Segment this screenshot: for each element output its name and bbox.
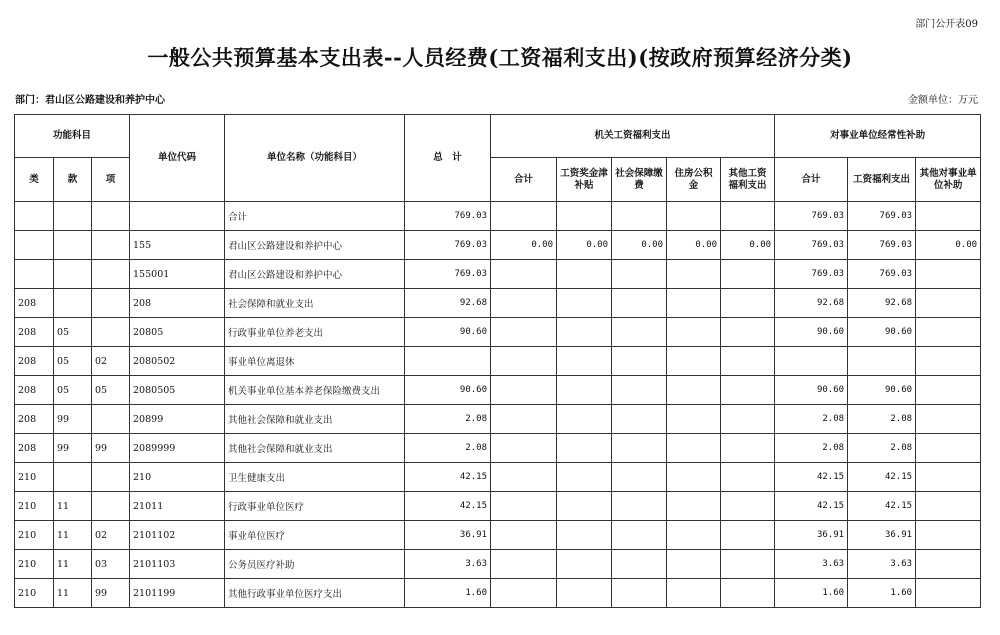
cell-lei: 208	[15, 376, 54, 405]
cell-agency-social	[612, 260, 667, 289]
cell-kuan: 11	[54, 550, 92, 579]
header-agency-bonus: 工资奖金津补贴	[557, 158, 612, 202]
cell-agency-bonus	[557, 260, 612, 289]
cell-agency-social	[612, 434, 667, 463]
cell-institution-sum	[775, 347, 848, 376]
cell-unit-code: 210	[130, 463, 225, 492]
cell-kuan: 11	[54, 579, 92, 608]
cell-lei: 210	[15, 492, 54, 521]
cell-kuan: 11	[54, 521, 92, 550]
cell-kuan	[54, 463, 92, 492]
cell-unit-name: 事业单位离退休	[225, 347, 405, 376]
cell-agency-sum	[491, 318, 557, 347]
cell-unit-code	[130, 202, 225, 231]
cell-kuan	[54, 260, 92, 289]
table-row	[15, 231, 981, 260]
cell-institution-welfare: 2.08	[848, 434, 916, 463]
cell-agency-social	[612, 463, 667, 492]
cell-total: 769.03	[405, 260, 491, 289]
header-agency-other: 其他工资福利支出	[721, 158, 775, 202]
cell-institution-other	[916, 318, 981, 347]
cell-agency-housing	[667, 318, 721, 347]
cell-agency-social	[612, 289, 667, 318]
cell-agency-housing: 0.00	[667, 231, 721, 260]
table-row	[15, 463, 981, 492]
cell-agency-bonus	[557, 202, 612, 231]
header-func-subject: 功能科目	[15, 115, 130, 158]
cell-institution-other	[916, 579, 981, 608]
budget-table	[14, 114, 981, 608]
cell-xiang: 02	[92, 347, 130, 376]
cell-institution-other	[916, 405, 981, 434]
cell-unit-code: 2080502	[130, 347, 225, 376]
cell-agency-housing	[667, 492, 721, 521]
cell-agency-social	[612, 521, 667, 550]
table-row	[15, 260, 981, 289]
cell-lei: 208	[15, 289, 54, 318]
cell-xiang	[92, 260, 130, 289]
header-agency-social: 社会保障缴费	[612, 158, 667, 202]
cell-agency-bonus	[557, 289, 612, 318]
cell-institution-welfare	[848, 347, 916, 376]
cell-agency-sum	[491, 550, 557, 579]
cell-xiang	[92, 231, 130, 260]
cell-institution-sum: 2.08	[775, 405, 848, 434]
cell-institution-sum: 90.60	[775, 376, 848, 405]
cell-xiang	[92, 318, 130, 347]
cell-agency-other: 0.00	[721, 231, 775, 260]
cell-agency-housing	[667, 579, 721, 608]
cell-institution-welfare: 42.15	[848, 492, 916, 521]
cell-xiang: 05	[92, 376, 130, 405]
table-row	[15, 289, 981, 318]
table-header	[15, 115, 981, 202]
cell-institution-other	[916, 347, 981, 376]
cell-agency-social: 0.00	[612, 231, 667, 260]
header-institution-group: 对事业单位经常性补助	[775, 115, 981, 158]
cell-total: 769.03	[405, 202, 491, 231]
cell-unit-code: 2101103	[130, 550, 225, 579]
cell-agency-sum	[491, 434, 557, 463]
cell-agency-other	[721, 376, 775, 405]
cell-lei	[15, 202, 54, 231]
cell-agency-housing	[667, 434, 721, 463]
cell-agency-housing	[667, 463, 721, 492]
cell-unit-name: 君山区公路建设和养护中心	[225, 260, 405, 289]
cell-agency-other	[721, 550, 775, 579]
cell-unit-name: 君山区公路建设和养护中心	[225, 231, 405, 260]
table-row	[15, 521, 981, 550]
cell-kuan: 05	[54, 318, 92, 347]
cell-unit-name: 事业单位医疗	[225, 521, 405, 550]
cell-unit-code: 20805	[130, 318, 225, 347]
cell-total: 90.60	[405, 376, 491, 405]
cell-agency-other	[721, 521, 775, 550]
cell-kuan	[54, 289, 92, 318]
cell-agency-sum	[491, 579, 557, 608]
cell-xiang: 99	[92, 434, 130, 463]
cell-agency-housing	[667, 347, 721, 376]
cell-agency-sum	[491, 492, 557, 521]
header-kuan: 款	[54, 158, 92, 202]
cell-institution-other	[916, 521, 981, 550]
cell-institution-other	[916, 289, 981, 318]
cell-agency-sum	[491, 521, 557, 550]
cell-total: 36.91	[405, 521, 491, 550]
cell-kuan: 11	[54, 492, 92, 521]
cell-institution-other	[916, 434, 981, 463]
cell-institution-other	[916, 260, 981, 289]
cell-agency-social	[612, 550, 667, 579]
cell-agency-sum	[491, 405, 557, 434]
cell-agency-bonus: 0.00	[557, 231, 612, 260]
cell-kuan: 05	[54, 347, 92, 376]
cell-unit-code: 208	[130, 289, 225, 318]
header-unit-name: 单位名称（功能科目）	[225, 115, 405, 202]
cell-agency-bonus	[557, 492, 612, 521]
table-row	[15, 550, 981, 579]
cell-total: 42.15	[405, 492, 491, 521]
cell-agency-social	[612, 318, 667, 347]
cell-institution-other	[916, 202, 981, 231]
cell-lei: 210	[15, 521, 54, 550]
cell-total	[405, 347, 491, 376]
cell-total: 90.60	[405, 318, 491, 347]
cell-unit-code: 21011	[130, 492, 225, 521]
cell-agency-other	[721, 434, 775, 463]
cell-unit-code: 2089999	[130, 434, 225, 463]
cell-agency-bonus	[557, 347, 612, 376]
cell-xiang	[92, 492, 130, 521]
cell-institution-sum: 92.68	[775, 289, 848, 318]
cell-agency-sum	[491, 376, 557, 405]
cell-institution-welfare: 1.60	[848, 579, 916, 608]
cell-total: 42.15	[405, 463, 491, 492]
cell-agency-housing	[667, 202, 721, 231]
cell-agency-other	[721, 289, 775, 318]
cell-total: 2.08	[405, 434, 491, 463]
cell-agency-other	[721, 405, 775, 434]
cell-lei	[15, 260, 54, 289]
cell-agency-social	[612, 347, 667, 376]
page-title: 一般公共预算基本支出表--人员经费(工资福利支出)(按政府预算经济分类)	[147, 45, 853, 70]
cell-agency-housing	[667, 405, 721, 434]
cell-lei: 210	[15, 579, 54, 608]
cell-unit-name: 其他社会保障和就业支出	[225, 434, 405, 463]
table-number-label: 部门公开表09	[915, 19, 978, 30]
cell-institution-sum: 90.60	[775, 318, 848, 347]
cell-agency-housing	[667, 289, 721, 318]
cell-agency-other	[721, 492, 775, 521]
cell-agency-sum	[491, 289, 557, 318]
cell-lei: 210	[15, 463, 54, 492]
cell-kuan	[54, 202, 92, 231]
cell-institution-other: 0.00	[916, 231, 981, 260]
cell-lei: 210	[15, 550, 54, 579]
table-row	[15, 405, 981, 434]
cell-lei: 208	[15, 405, 54, 434]
cell-institution-sum: 36.91	[775, 521, 848, 550]
cell-lei: 208	[15, 434, 54, 463]
header-agency-group: 机关工资福利支出	[491, 115, 775, 158]
cell-unit-name: 行政事业单位医疗	[225, 492, 405, 521]
cell-agency-bonus	[557, 463, 612, 492]
cell-institution-welfare: 769.03	[848, 202, 916, 231]
table-row	[15, 579, 981, 608]
cell-agency-social	[612, 492, 667, 521]
cell-institution-welfare: 42.15	[848, 463, 916, 492]
cell-xiang: 03	[92, 550, 130, 579]
cell-unit-name: 机关事业单位基本养老保险缴费支出	[225, 376, 405, 405]
cell-institution-other	[916, 550, 981, 579]
cell-total: 769.03	[405, 231, 491, 260]
cell-agency-housing	[667, 260, 721, 289]
cell-institution-other	[916, 492, 981, 521]
cell-institution-sum: 3.63	[775, 550, 848, 579]
cell-institution-sum: 769.03	[775, 260, 848, 289]
cell-agency-sum	[491, 347, 557, 376]
header-lei: 类	[15, 158, 54, 202]
cell-total: 1.60	[405, 579, 491, 608]
cell-kuan	[54, 231, 92, 260]
cell-total: 2.08	[405, 405, 491, 434]
cell-institution-sum: 769.03	[775, 202, 848, 231]
cell-unit-name: 行政事业单位养老支出	[225, 318, 405, 347]
cell-xiang	[92, 289, 130, 318]
cell-agency-social	[612, 376, 667, 405]
cell-unit-name: 合计	[225, 202, 405, 231]
cell-xiang	[92, 405, 130, 434]
cell-agency-sum	[491, 463, 557, 492]
cell-agency-bonus	[557, 318, 612, 347]
cell-unit-code: 2101102	[130, 521, 225, 550]
table-row	[15, 434, 981, 463]
department-label: 部门：君山区公路建设和养护中心	[15, 95, 165, 106]
cell-unit-code: 20899	[130, 405, 225, 434]
cell-agency-bonus	[557, 405, 612, 434]
cell-unit-name: 其他社会保障和就业支出	[225, 405, 405, 434]
table-row	[15, 202, 981, 231]
cell-xiang: 02	[92, 521, 130, 550]
cell-institution-welfare: 3.63	[848, 550, 916, 579]
cell-agency-housing	[667, 521, 721, 550]
cell-unit-code: 155001	[130, 260, 225, 289]
cell-agency-social	[612, 202, 667, 231]
cell-agency-housing	[667, 550, 721, 579]
cell-kuan: 99	[54, 405, 92, 434]
table-row	[15, 492, 981, 521]
cell-unit-name: 社会保障和就业支出	[225, 289, 405, 318]
header-institution-other: 其他对事业单位补助	[916, 158, 981, 202]
cell-institution-sum: 769.03	[775, 231, 848, 260]
cell-agency-bonus	[557, 376, 612, 405]
cell-agency-social	[612, 579, 667, 608]
cell-agency-other	[721, 260, 775, 289]
cell-lei: 208	[15, 318, 54, 347]
cell-agency-other	[721, 347, 775, 376]
cell-kuan: 99	[54, 434, 92, 463]
cell-institution-sum: 1.60	[775, 579, 848, 608]
unit-label: 金额单位：万元	[908, 95, 978, 106]
cell-agency-sum	[491, 260, 557, 289]
cell-institution-sum: 42.15	[775, 463, 848, 492]
cell-agency-sum: 0.00	[491, 231, 557, 260]
cell-agency-other	[721, 202, 775, 231]
cell-total: 3.63	[405, 550, 491, 579]
header-unit-code: 单位代码	[130, 115, 225, 202]
cell-unit-code: 155	[130, 231, 225, 260]
header-institution-welfare: 工资福利支出	[848, 158, 916, 202]
header-total: 总 计	[405, 115, 491, 202]
cell-institution-welfare: 92.68	[848, 289, 916, 318]
cell-total: 92.68	[405, 289, 491, 318]
header-institution-sum: 合计	[775, 158, 848, 202]
cell-xiang	[92, 463, 130, 492]
cell-kuan: 05	[54, 376, 92, 405]
cell-agency-other	[721, 463, 775, 492]
header-agency-sum: 合计	[491, 158, 557, 202]
cell-institution-sum: 2.08	[775, 434, 848, 463]
cell-unit-name: 其他行政事业单位医疗支出	[225, 579, 405, 608]
cell-agency-bonus	[557, 579, 612, 608]
cell-institution-welfare: 90.60	[848, 318, 916, 347]
cell-institution-welfare: 769.03	[848, 260, 916, 289]
cell-unit-name: 卫生健康支出	[225, 463, 405, 492]
cell-unit-name: 公务员医疗补助	[225, 550, 405, 579]
cell-lei	[15, 231, 54, 260]
table-body	[15, 202, 981, 608]
cell-agency-bonus	[557, 550, 612, 579]
cell-agency-social	[612, 405, 667, 434]
cell-xiang	[92, 202, 130, 231]
cell-agency-housing	[667, 376, 721, 405]
header-xiang: 项	[92, 158, 130, 202]
cell-institution-welfare: 90.60	[848, 376, 916, 405]
cell-institution-welfare: 36.91	[848, 521, 916, 550]
cell-institution-sum: 42.15	[775, 492, 848, 521]
cell-agency-other	[721, 579, 775, 608]
table-row	[15, 347, 981, 376]
cell-institution-welfare: 769.03	[848, 231, 916, 260]
table-row	[15, 376, 981, 405]
cell-xiang: 99	[92, 579, 130, 608]
cell-institution-other	[916, 376, 981, 405]
cell-unit-code: 2101199	[130, 579, 225, 608]
cell-institution-other	[916, 463, 981, 492]
header-agency-housing: 住房公积金	[667, 158, 721, 202]
cell-agency-other	[721, 318, 775, 347]
table-row	[15, 318, 981, 347]
cell-agency-bonus	[557, 521, 612, 550]
cell-agency-bonus	[557, 434, 612, 463]
cell-lei: 208	[15, 347, 54, 376]
cell-unit-code: 2080505	[130, 376, 225, 405]
cell-institution-welfare: 2.08	[848, 405, 916, 434]
cell-agency-sum	[491, 202, 557, 231]
